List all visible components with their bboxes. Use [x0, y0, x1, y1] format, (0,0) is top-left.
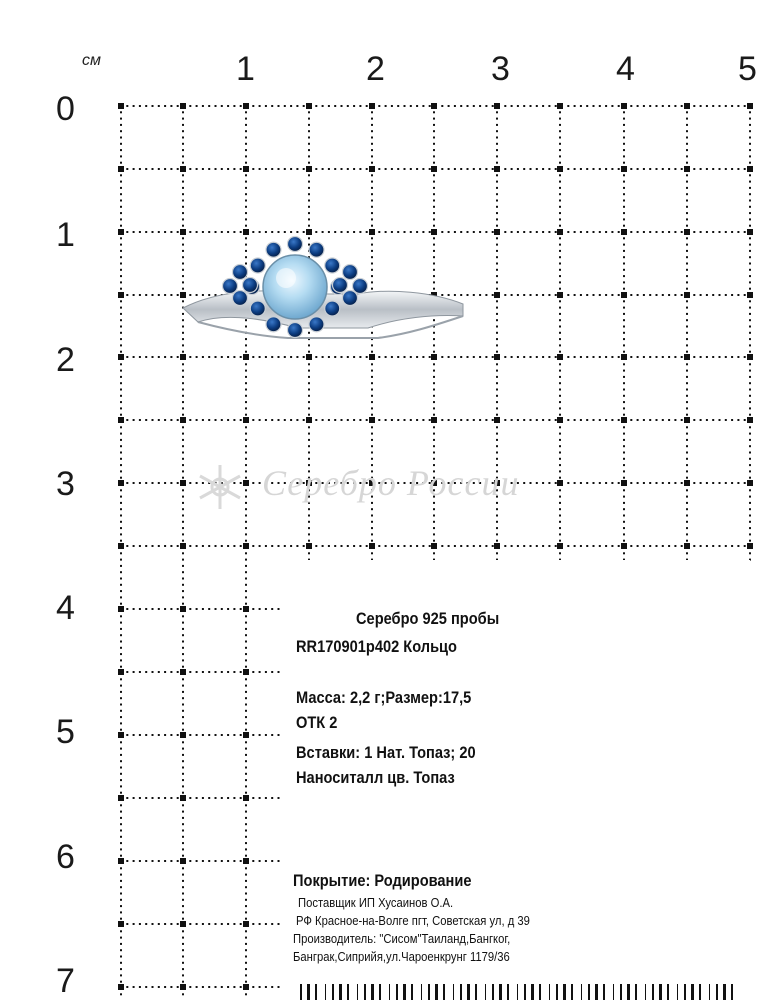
side-stone [250, 258, 265, 273]
side-stone [309, 317, 324, 332]
tag-line-manufacturer: Производитель: "Сисом"Таиланд,Бангког, [293, 932, 511, 946]
tag-line-qc: ОТК 2 [296, 713, 338, 732]
ruler-left-6: 6 [56, 838, 75, 876]
unit-label: см [82, 52, 101, 69]
ruler-left-7: 7 [56, 962, 75, 1000]
tag-line-inserts-2: Наноситалл цв. Топаз [296, 768, 455, 787]
tag-line-manufacturer-address: Банграк,Сиприйя,ул.Чароенкрунг 1179/36 [293, 950, 510, 964]
side-stone [266, 317, 281, 332]
ruler-top-2: 2 [366, 50, 385, 88]
ring-photo [178, 230, 468, 360]
side-stone [333, 278, 348, 293]
ruler-top-3: 3 [491, 50, 510, 88]
ruler-left-1: 1 [56, 216, 75, 254]
barcode [300, 984, 740, 1000]
side-stone [223, 279, 238, 294]
side-stone [266, 242, 281, 257]
side-stone [288, 323, 303, 338]
tag-line-coating: Покрытие: Родирование [293, 871, 472, 890]
center-stone [263, 255, 327, 319]
tag-line-address: РФ Красное-на-Волге пгт, Советская ул, д 39 [296, 914, 530, 928]
side-stone [343, 291, 358, 306]
tag-line-article: RR170901p402 Кольцо [296, 637, 457, 656]
tag-line-supplier: Поставщик ИП Хусаинов О.А. [298, 896, 454, 910]
side-stone [353, 279, 368, 294]
tag-line-mass: Масса: 2,2 г;Размер:17,5 [296, 688, 472, 707]
watermark-text: Серебро России [262, 463, 520, 503]
tag-line-inserts: Вставки: 1 Нат. Топаз; 20 [296, 743, 476, 762]
side-stone [233, 291, 248, 306]
snowflake-logo-icon [196, 463, 244, 511]
side-stone [325, 258, 340, 273]
ruler-left-4: 4 [56, 589, 75, 627]
side-stone [288, 237, 303, 252]
side-stone [325, 301, 340, 316]
ruler-left-3: 3 [56, 465, 75, 503]
brand-watermark [196, 462, 520, 511]
ruler-top-5: 5 [738, 50, 757, 88]
tag-line-metal: Серебро 925 пробы [356, 609, 500, 628]
side-stone [309, 242, 324, 257]
side-stone [250, 301, 265, 316]
ruler-left-2: 2 [56, 341, 75, 379]
side-stone [243, 278, 258, 293]
ruler-left-0: 0 [56, 90, 75, 128]
side-stone [343, 265, 358, 280]
ruler-top-4: 4 [616, 50, 635, 88]
side-stone [233, 265, 248, 280]
ruler-top-1: 1 [236, 50, 255, 88]
ruler-left-5: 5 [56, 713, 75, 751]
